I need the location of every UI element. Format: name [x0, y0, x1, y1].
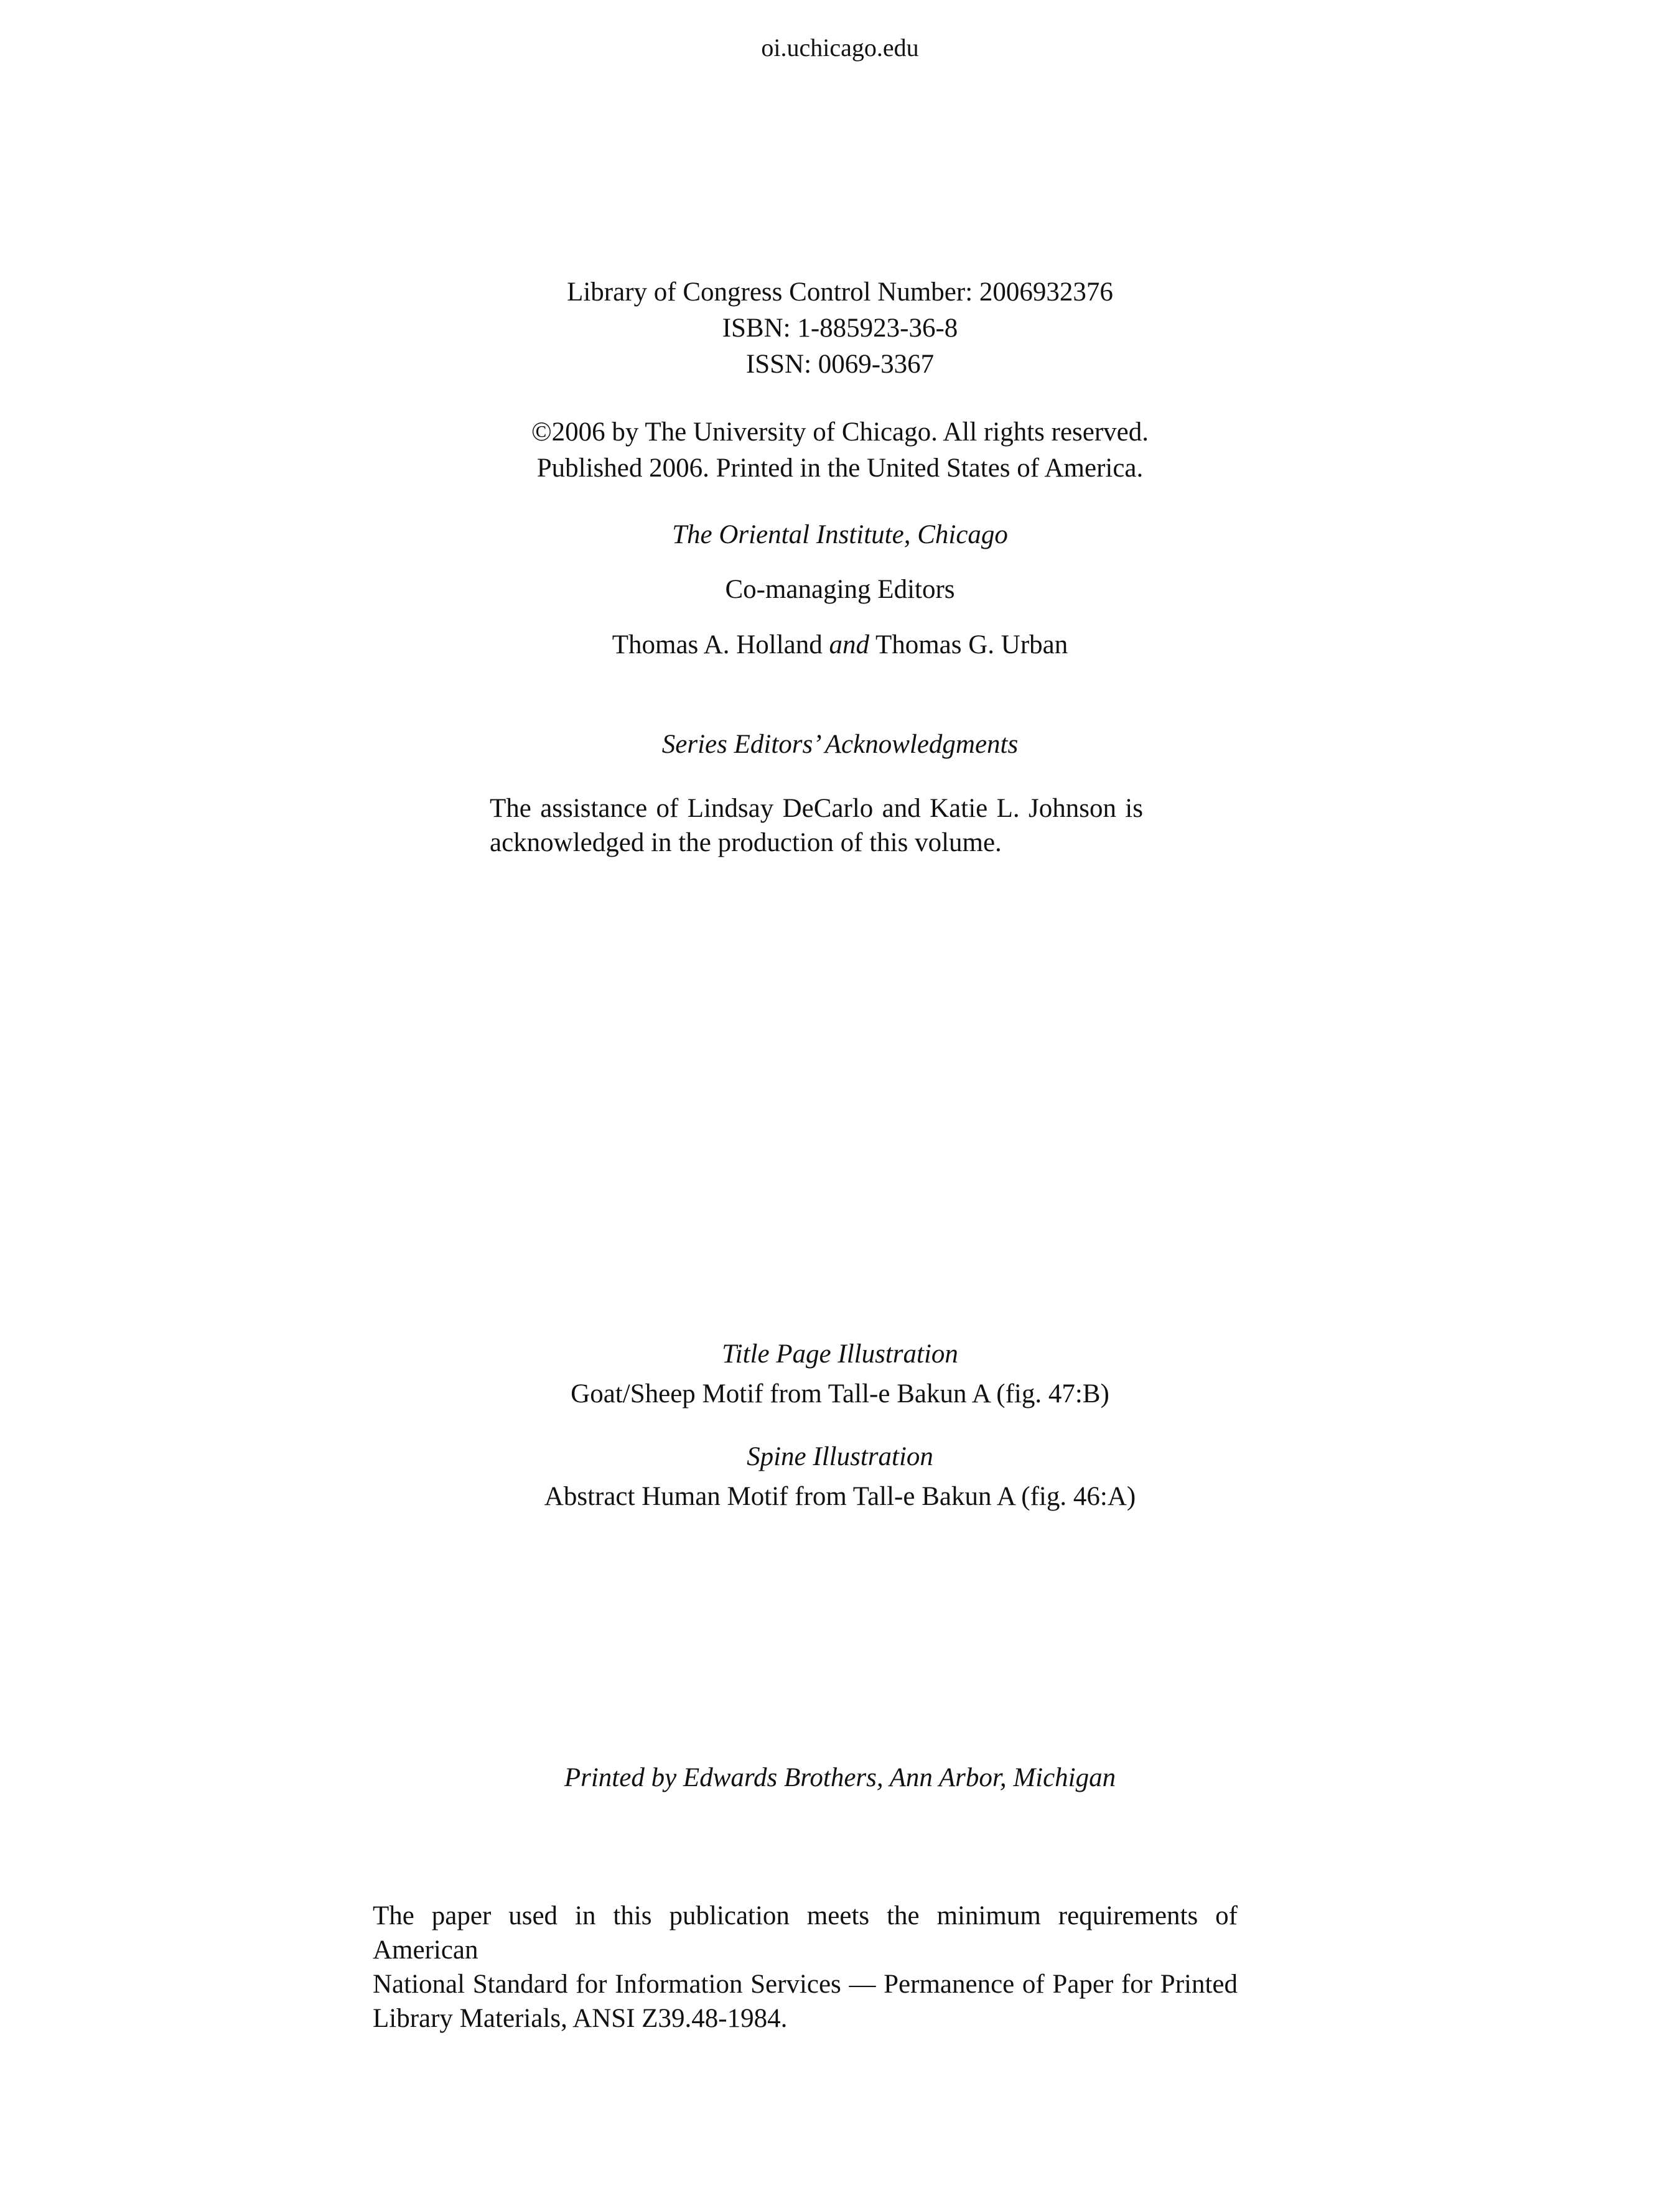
title-illustration-caption: Goat/Sheep Motif from Tall-e Bakun A (fig. 47:B) [571, 1379, 1109, 1408]
paper-notice-line: The paper used in this publication meets the minimum requirements of American [373, 1901, 1238, 1965]
paper-notice-line: National Standard for Information Services — Permanence of Paper for Printed [373, 1970, 1238, 1999]
copyright-line: ©2006 by The University of Chicago. All rights reserved. [531, 417, 1149, 447]
editors-names [0, 627, 1680, 663]
editor-name: Thomas A. Holland [612, 630, 823, 659]
acknowledgments-line: acknowledged in the production of this volume. [490, 828, 1002, 857]
spine-illustration-caption: Abstract Human Motif from Tall-e Bakun A (fig. 46:A) [544, 1482, 1136, 1511]
acknowledgments-heading: Series Editors’ Acknowledgments [661, 730, 1019, 759]
printer-line: Printed by Edwards Brothers, Ann Arbor, Michigan [564, 1763, 1116, 1792]
acknowledgments-paragraph [490, 791, 1143, 860]
title-illustration-heading: Title Page Illustration [722, 1339, 958, 1369]
issn-line: ISSN: 0069-3367 [745, 350, 935, 379]
isbn-line: ISBN: 1-885923-36-8 [722, 314, 958, 343]
lccn-line: Library of Congress Control Number: 2006932376 [567, 277, 1113, 307]
spine-illustration-heading: Spine Illustration [747, 1442, 933, 1471]
editors-heading: Co-managing Editors [725, 575, 955, 604]
source-url: oi.uchicago.edu [761, 34, 919, 62]
paper-notice [373, 1899, 1238, 2036]
editor-name: Thomas G. Urban [875, 630, 1068, 659]
publisher-name: The Oriental Institute, Chicago [672, 520, 1008, 549]
published-line: Published 2006. Printed in the United States of America. [536, 454, 1144, 483]
paper-notice-line: Library Materials, ANSI Z39.48-1984. [373, 2004, 788, 2033]
acknowledgments-line: The assistance of Lindsay DeCarlo and Katie L. Johnson is [490, 794, 1143, 823]
editor-conjunction: and [829, 630, 869, 659]
